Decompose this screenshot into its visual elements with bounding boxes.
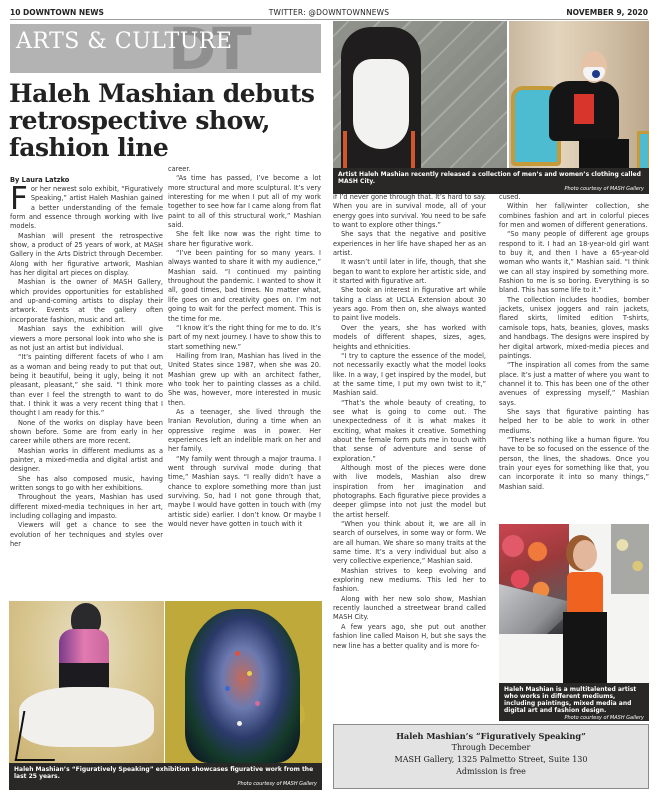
hoodie-stripe <box>411 131 415 169</box>
lead-paragraph: For her newest solo exhibit, “Figuratively Speaking,” artist Haleh Mashian gained a better understanding of the female form and essence through working with live models. <box>10 181 163 231</box>
paragraph: Along with her new solo show, Mashian recently launched a streetwear brand called MASH City. <box>333 594 486 622</box>
paragraph: “My family went through a major trauma. I went through survival mode during that time,” Mashian says. “I really didn’t have a chance to explore something more than just surviving. So, had I not gone through that, maybe I would have gotten in touch with (my artistic side) earlier. I don’t know. Or maybe I would never have gotten in touch with it <box>168 454 321 529</box>
page-folio <box>10 8 648 20</box>
paragraph: Mashian works in different mediums as a painter, a mixed-media and digital artist and designer. <box>10 446 163 474</box>
paragraph: “The inspiration all comes from the same place. It’s just a matter of where you want to channel it to. This has been one of the other avenues of expressing myself,” Mashian says. <box>499 361 649 407</box>
event-admission: Admission is free <box>456 767 526 776</box>
mosaic-speck <box>235 651 240 656</box>
paragraph: Although most of the pieces were done with live models, Mashian also drew inspiration from her imagination and photographs. Each figurative piece provides a deeper glimpse into not just the model but the artist herself. <box>333 463 486 519</box>
paragraph: She says that the negative and positive experiences in her life have shaped her as an artist. <box>333 230 486 258</box>
paragraph: “I try to capture the essence of the model, not necessarily exactly what the model looks like. In a way, I get inspired by the model, but at the same time, I put my own twist to it,” Mashian said. <box>333 351 486 398</box>
drop-cap: F <box>10 181 28 217</box>
paragraph: “So many people of different age groups respond to it. I had an 18-year-old girl want to buy it, and then I have a 65-year-old woman who wants it,” Mashian said. “I think we can all stay inspired by something more. Fashion to me is so boring. Everything is so bland. This has some life to it.” <box>499 230 649 295</box>
paragraph: “I know it’s the right thing for me to do. It’s part of my next journey. I have to show this to start something new.” <box>168 323 321 351</box>
paragraph: As a teenager, she lived through the Iranian Revolution, during a time when an oppressive regime was in power. Her experiences left an indelible mark on her and her family. <box>168 407 321 454</box>
photo-credit: Photo courtesy of MASH Gallery <box>564 715 644 721</box>
photo-model-in-chair <box>509 21 649 169</box>
artist-head <box>573 540 597 570</box>
caption-text: Artist Haleh Mashian recently released a collection of men’s and women’s clothing called MASH City. <box>338 171 641 185</box>
paragraph: “There’s nothing like a human figure. You have to be so focused on the essence of the person, the lines, the shadows. Once you train your eyes for something like that, you can incorporate it into so many things,” Mashian said. <box>499 435 649 491</box>
event-title: Haleh Mashian’s “Figuratively Speaking” <box>396 731 586 741</box>
paragraph: She says that figurative painting has helped her to be able to work in other mediums. <box>499 407 649 435</box>
paragraph: It wasn’t until later in life, though, that she began to want to explore her artistic side, and it started with figurative art. <box>333 258 486 286</box>
photo-artist-portrait <box>499 524 649 684</box>
sweatshirt-print <box>574 94 594 124</box>
photo-caption-top <box>333 168 649 194</box>
mosaic-figure <box>185 609 300 763</box>
blue-chair <box>637 131 649 169</box>
section-banner <box>10 24 321 73</box>
paragraph: “As time has passed, I’ve become a lot more structural and more sculptural. It’s very interesting for me when I put all of my work together to see how far I came along from flat paint to all of this structural work,” Mashian said. <box>168 174 321 230</box>
photo-caption-bottom <box>9 763 322 790</box>
hoodie-stripe <box>343 131 347 169</box>
issue-date: NOVEMBER 9, 2020 <box>566 8 648 17</box>
paragraph: “When you think about it, we are all in search of ourselves, in some way or form. We are all human. We share so many traits at the same time. It’s a very individual but also a very collective experience,” Mashian said. <box>333 520 486 566</box>
painting-mosaic-figure <box>165 601 322 763</box>
mosaic-speck <box>247 671 252 676</box>
photo-hoodie-drawing <box>333 21 507 169</box>
event-address: MASH Gallery, 1325 Palmetto Street, Suite 130 <box>394 755 588 764</box>
event-dates: Through December <box>451 743 531 752</box>
paragraph-continuation: cused. <box>499 193 521 201</box>
paragraph: Throughout the years, Mashian has used different mixed-media techniques in her art, including collaging and impasto. <box>10 493 163 521</box>
model-boots <box>579 139 629 169</box>
event-info-box <box>333 724 649 789</box>
paragraph: “It’s painting different facets of who I am as a woman and being ready to put that out, being it beautiful, being it ugly, being it not pleasant, pleasant,” she said. “I think more than ever I feel the strength to want to do that. I think it was a very recent thing that I thought I am ready for this.” <box>10 353 163 418</box>
photo-credit: Photo courtesy of MASH Gallery <box>564 186 644 192</box>
chair-lines <box>15 711 64 761</box>
painting-ballerina <box>9 601 164 763</box>
drawn-face-print <box>353 59 409 149</box>
paragraph: The collection includes hoodies, bomber jackets, unisex joggers and rain jackets, flared skirts, limited edition T-shirts, camisole tops, hats, beanies, gloves, masks and handbags. The designs were inspired by her digital artwork, mixed-media pieces and paintings. <box>499 295 649 360</box>
paragraph: Within her fall/winter collection, she combines fashion and art in colorful pieces for men and women of different generations. <box>499 202 649 230</box>
paragraph: She has also composed music, having written songs to go with her exhibitions. <box>10 474 163 492</box>
paragraph: A few years ago, she put out another fashion line called Maison H, but she says the new line has a better quality and is more fo- <box>333 622 486 650</box>
artist-black-skirt <box>563 612 607 684</box>
paragraph: “I’ve been painting for so many years. I always wanted to share it with my audience,” Mashian said. “I continued my painting throughout the pandemic. I wanted to show it all, good times, bad times. No matter what, life goes on and creativity goes on. I’m not going to wait for the perfect moment. This is the time for me. <box>168 249 321 323</box>
caption-text: Haleh Mashian’s “Figuratively Speaking” exhibition showcases figurative work from the last 25 years. <box>14 766 314 780</box>
article-column-3 <box>333 193 486 651</box>
mosaic-artwork <box>611 524 649 594</box>
mosaic-speck <box>255 701 260 706</box>
paragraph: Mashian says the exhibition will give viewers a more personal look into who she is as not just an artist but individual. <box>10 325 163 352</box>
paragraph: Viewers will get a chance to see the evolution of her techniques and styles over her <box>10 521 163 549</box>
dt-watermark-logo: DT <box>168 24 248 73</box>
paragraph-continuation: if I’d never gone through that. It’s hard to say. When you are in survival mode, all of your energy goes into survival. You need to be safe to want to explore other things.” <box>333 193 486 230</box>
paragraph: Mashian will present the retrospective show, a product of 25 years of work, at MASH Gallery in the Arts District through December. Along with her figurative artwork, Mashian has her digital art pieces on display. <box>10 231 163 278</box>
photo-caption-artist <box>499 683 649 721</box>
page-number-publication: 10 DOWNTOWN NEWS <box>10 8 104 17</box>
caption-text: Haleh Mashian is a multitalented artist who works in different mediums, including paintings, mixed media and digital art and fashion design. <box>504 686 637 714</box>
section-label: ARTS & CULTURE <box>16 29 233 54</box>
mosaic-speck <box>225 686 230 691</box>
mosaic-speck <box>237 721 242 726</box>
paragraph: Over the years, she has worked with models of different shapes, sizes, ages, heights and ethnicities. <box>333 323 486 351</box>
article-column-1 <box>10 181 163 549</box>
photo-credit: Photo courtesy of MASH Gallery <box>237 781 317 787</box>
paragraph: None of the works on display have been shown before. Some are from early in her career while others are more recent. <box>10 418 163 446</box>
paragraph: Mashian is the owner of MASH Gallery, which provides opportunities for established and up-and-coming artists to display their artwork. Events at the gallery often incorporate fashion, music and art. <box>10 278 163 324</box>
paragraph: Hailing from Iran, Mashian has lived in the United States since 1987, when she was 20. Mashian grew up with an architect father, who took her to painting classes as a child. She was, however, more interested in music then. <box>168 351 321 407</box>
article-column-4 <box>499 193 649 492</box>
paragraph: “That’s the whole beauty of creating, to see what is going to come out. The unexpectedness of it is what makes it exciting, what makes it creative. Something about the female form puts me in touch with that sense of adventure and sense of exploration.” <box>333 398 486 463</box>
article-headline: Haleh Mashian debuts retrospective show, fashion line <box>9 79 315 162</box>
paragraph-continuation: career. <box>168 165 191 173</box>
paragraph: She took an interest in figurative art while taking a class at UCLA Extension about 30 years ago. From then on, she always wanted to paint live models. <box>333 286 486 323</box>
artist-orange-top <box>567 572 603 614</box>
twitter-handle: TWITTER: @DOWNTOWNNEWS <box>268 8 390 17</box>
paragraph: She felt like now was the right time to share her figurative work. <box>168 230 321 248</box>
article-column-2 <box>168 165 321 529</box>
ballerina-bodice <box>59 663 109 689</box>
paragraph: Mashian strives to keep evolving and exploring new mediums. This led her to fashion. <box>333 566 486 594</box>
byline: By Laura Latzko <box>10 176 70 184</box>
